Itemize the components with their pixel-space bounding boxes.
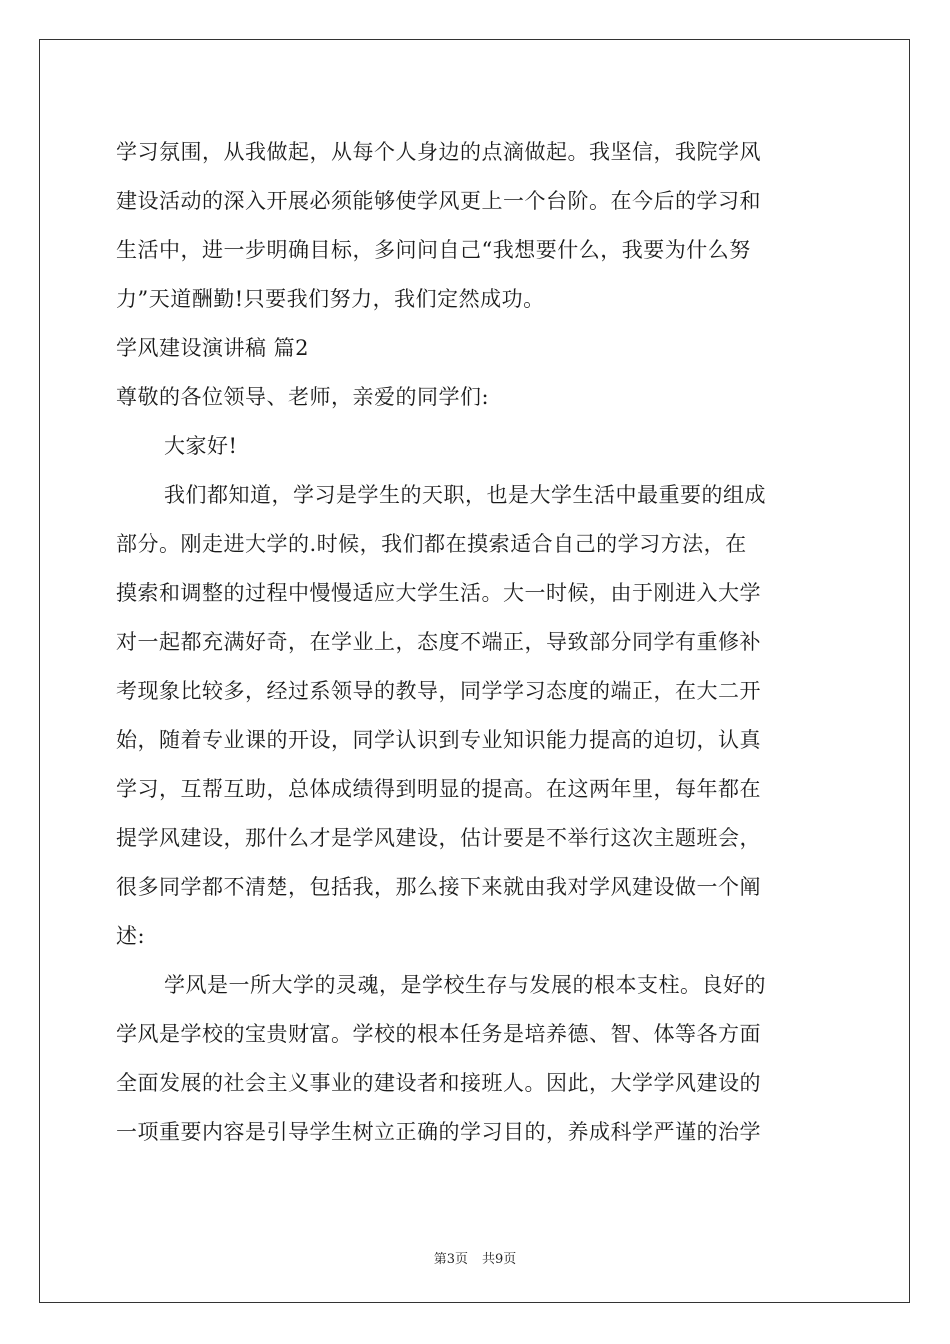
paragraph-line: 学习，互帮互助，总体成绩得到明显的提高。在这两年里，每年都在 xyxy=(116,777,761,801)
paragraph-line: 一项重要内容是引导学生树立正确的学习目的，养成科学严谨的治学 xyxy=(116,1120,761,1144)
document-body xyxy=(116,128,832,1157)
page-number: 第3页 xyxy=(433,1252,468,1267)
paragraph-line: 学风是学校的宝贵财富。学校的根本任务是培养德、智、体等各方面 xyxy=(116,1022,761,1046)
paragraph-line: 始，随着专业课的开设，同学认识到专业知识能力提高的迫切，认真 xyxy=(116,728,761,752)
section-title: 学风建设演讲稿 篇2 xyxy=(116,336,310,360)
paragraph-line: 学风是一所大学的灵魂，是学校生存与发展的根本支柱。良好的 xyxy=(164,973,766,997)
paragraph-line: 摸索和调整的过程中慢慢适应大学生活。大一时候，由于刚进入大学 xyxy=(116,581,761,605)
paragraph-line: 述: xyxy=(116,924,146,948)
salutation: 尊敬的各位领导、老师，亲爱的同学们: xyxy=(116,385,490,409)
greeting: 大家好! xyxy=(164,434,238,458)
page-footer xyxy=(0,1248,950,1267)
page-total: 共9页 xyxy=(482,1252,517,1267)
paragraph-line: 对一起都充满好奇，在学业上，态度不端正，导致部分同学有重修补 xyxy=(116,630,761,654)
paragraph-line: 学习氛围，从我做起，从每个人身边的点滴做起。我坚信，我院学风 xyxy=(116,140,761,164)
paragraph-line: 建设活动的深入开展必须能够使学风更上一个台阶。在今后的学习和 xyxy=(116,189,761,213)
paragraph-line: 考现象比较多，经过系领导的教导，同学学习态度的端正，在大二开 xyxy=(116,679,761,703)
paragraph-line: 力”天道酬勤!只要我们努力，我们定然成功。 xyxy=(116,287,545,311)
paragraph-line: 提学风建设，那什么才是学风建设，估计要是不举行这次主题班会， xyxy=(116,826,761,850)
paragraph-line: 我们都知道，学习是学生的天职，也是大学生活中最重要的组成 xyxy=(164,483,766,507)
paragraph-line: 生活中，进一步明确目标，多问问自己“我想要什么，我要为什么努 xyxy=(116,238,751,262)
paragraph-line: 很多同学都不清楚，包括我，那么接下来就由我对学风建设做一个阐 xyxy=(116,875,761,899)
paragraph-line: 全面发展的社会主义事业的建设者和接班人。因此，大学学风建设的 xyxy=(116,1071,761,1095)
paragraph-line: 部分。刚走进大学的.时候，我们都在摸索适合自己的学习方法，在 xyxy=(116,532,747,556)
